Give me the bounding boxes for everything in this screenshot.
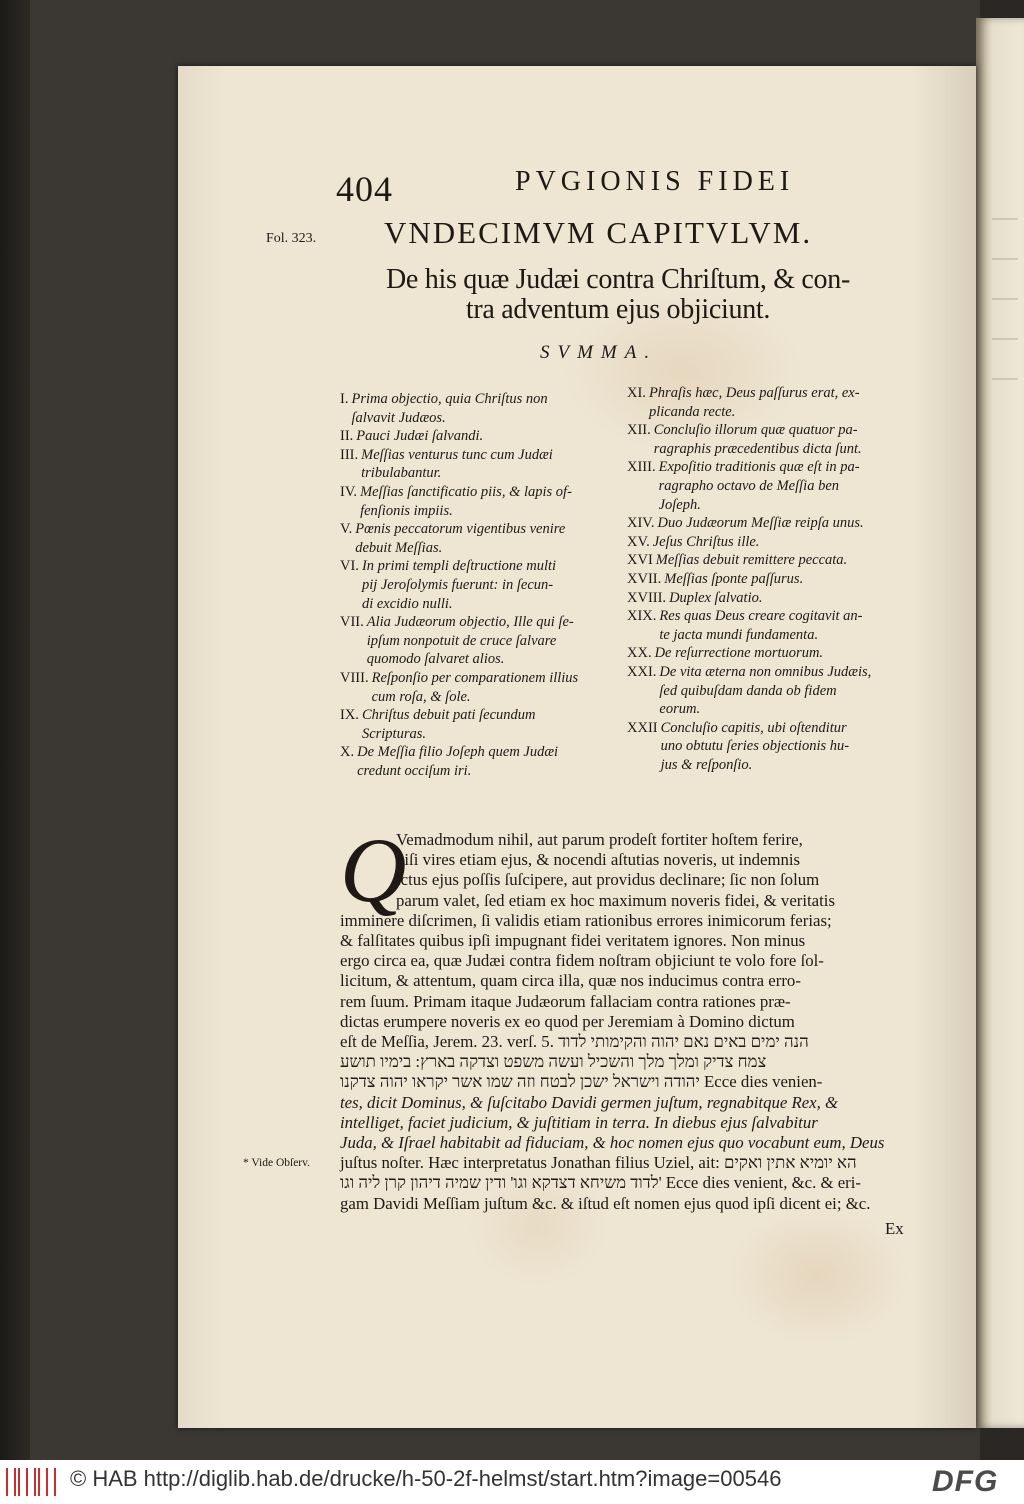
summary-item-number: XVII.: [627, 570, 662, 587]
summary-item: [340, 706, 616, 743]
barcode-bar: [34, 1468, 36, 1496]
summary-item-number: VII.: [340, 614, 364, 631]
summary-item-text: [649, 384, 860, 421]
summary-item-number: V.: [340, 521, 353, 538]
summary-item-line: pij Jeroſolymis fuerunt: in ſecun-: [361, 576, 554, 593]
summary-item-line: ragraphis præcedentibus dicta ſunt.: [653, 440, 862, 457]
summary-item-text: [372, 669, 579, 706]
body-line: Vemadmodum nihil, aut parum prodeſt fortiter hoſtem ferire,: [396, 830, 803, 849]
drop-cap: Q: [340, 819, 407, 921]
summary-item-line: quomodo ſalvaret alios.: [366, 651, 505, 668]
summary-item: [627, 644, 907, 663]
summary-item-text: [669, 589, 762, 608]
summary-item-text: [361, 446, 553, 483]
summary-item-number: XIX.: [627, 608, 657, 625]
summary-item-line: ſalvavit Judæos.: [351, 409, 446, 426]
scan-dark-edge: [0, 0, 30, 1460]
summary-item-number: XV.: [627, 533, 650, 550]
summary-item-line: Reſponſio per comparationem illius: [371, 669, 579, 686]
summary-item-number: XII.: [627, 422, 651, 439]
barcode-bar: [54, 1468, 56, 1496]
body-line: לדוד משיחא דצדקא וגו' ודין שמיה דיהון קרן ליה וגו' Ecce dies venient, &c. & eri-: [340, 1173, 862, 1193]
summary-item-line: Pœnis peccatorum vigentibus venire: [355, 521, 566, 538]
body-line: rem ſuum. Primam itaque Judæorum fallaciam contra rationes præ-: [340, 991, 791, 1011]
summary-item-line: De vita æterna non omnibus Judæis,: [659, 663, 872, 680]
summary-item-number: XVIII.: [627, 589, 667, 606]
summary-item-line: De Meſſia filio Joſeph quem Judæi: [357, 744, 559, 761]
body-line: & falſitates quibus ipſi impugnant fidei veritatem ignores. Non minus: [340, 931, 806, 951]
body-line: parum valet, ſed etiam ex hoc maximum noveris fidei, & veritatis: [396, 890, 835, 910]
summary-item-line: eorum.: [659, 701, 701, 718]
summary-item-line: Concluſio capitis, ubi oſtenditur: [660, 719, 847, 736]
summary-item-line: Pauci Judæi ſalvandi.: [356, 428, 484, 445]
summary-item-line: Meſſias debuit remittere peccata.: [655, 552, 848, 569]
summary-item-number: XXI.: [627, 663, 657, 680]
barcode-bar: [38, 1468, 40, 1496]
subtitle-line: tra adventum ejus objiciunt.: [465, 294, 771, 325]
summary-item-line: tribulabantur.: [361, 465, 442, 482]
summary-item-line: jus & reſponſio.: [660, 756, 753, 773]
summary-list-right: [627, 384, 907, 774]
summary-item-number: X.: [340, 744, 355, 761]
summary-item-text: [659, 607, 862, 644]
body-line: ictus ejus poſſis ſuſcipere, aut providus declinare; ſic non ſolum: [396, 870, 820, 890]
summary-item: [627, 570, 907, 589]
summary-item-text: [351, 390, 547, 427]
summary-item: [340, 520, 616, 557]
footer-bar: [0, 1460, 1024, 1504]
footer-copyright-url[interactable]: © HAB http://diglib.hab.de/drucke/h-50-2f-helmst/start.htm?image=00546: [70, 1466, 782, 1491]
chapter-subtitle: [348, 265, 888, 325]
barcode-bar: [18, 1468, 20, 1496]
summary-item: [627, 514, 907, 533]
barcode-bar: [46, 1468, 48, 1496]
hab-barcode-logo: [6, 1468, 56, 1496]
body-line: intelliget, faciet judicium, & juſtitiam in terra. In diebus ejus ſalvabitur: [340, 1112, 818, 1132]
barcode-bar: [26, 1468, 28, 1496]
dfg-logo: DFG: [932, 1465, 999, 1498]
body-line: יהודה וישראל ישכן לבטח וזה שמו אשר יקראו יהוה צדקנו Ecce dies venien-: [340, 1072, 823, 1092]
summary-item-line: ſed quibuſdam danda ob fidem: [659, 682, 837, 699]
summary-item-line: Chriſtus debuit pati ſecundum: [361, 707, 536, 724]
summary-item-line: uno obtutu ſeries objectionis hu-: [660, 738, 850, 755]
folio-reference: Fol. 323.: [266, 231, 317, 246]
barcode-bar: [6, 1468, 8, 1496]
summary-item-number: XX.: [627, 645, 652, 662]
summary-item: [340, 613, 616, 669]
summary-item-line: Scripturas.: [361, 725, 426, 742]
summary-item-text: [367, 613, 574, 669]
summary-item-number: I.: [340, 391, 349, 407]
summary-item-number: IV.: [340, 483, 358, 500]
body-line: Juda, & Iſrael habitabit ad fiduciam, & hoc nomen ejus quo vocabunt eum, Deus: [340, 1133, 885, 1153]
summary-item: [627, 384, 907, 421]
summary-item: [340, 446, 616, 483]
summary-item: [340, 669, 616, 706]
summary-item-line: Concluſio illorum quæ quatuor pa-: [653, 422, 858, 439]
summary-item-number: III.: [340, 446, 359, 463]
summary-item-text: [655, 644, 823, 663]
summary-item: [340, 743, 616, 780]
catchword: Ex: [885, 1219, 904, 1238]
body-line: niſi vires etiam ejus, & nocendi aſtutias noveris, ut indemnis: [396, 850, 801, 870]
summa-heading: SVMMA.: [540, 342, 658, 363]
summary-item-line: fenſionis impiis.: [360, 502, 453, 519]
summary-item-text: [355, 520, 565, 557]
summary-item-line: Expoſitio traditionis quæ eſt in pa-: [658, 459, 860, 476]
margin-note: * Vide Obſerv.: [243, 1157, 311, 1169]
summary-item-number: XIV.: [627, 515, 655, 532]
summary-item: [340, 483, 616, 520]
barcode-bar: [30, 1468, 32, 1496]
facing-page-edge: [976, 18, 1024, 1428]
summary-item-line: di excidio nulli.: [361, 595, 453, 612]
summary-item-line: Res quas Deus creare cogitavit an-: [659, 608, 863, 625]
summary-item-text: [360, 483, 572, 520]
summary-item: [340, 557, 616, 613]
body-line: juſtus noſter. Hæc interpretatus Jonathan filius Uziel, ait: הא יומיא אתין ואקים: [340, 1153, 857, 1173]
chapter-title: VNDECIMVM CAPITVLVM.: [384, 215, 813, 250]
summary-item-line: debuit Meſſias.: [355, 539, 443, 556]
summary-item-line: In primi templi deſtructione multi: [361, 558, 557, 575]
summary-item-line: Meſſias ſanctificatio piis, & lapis of-: [360, 483, 572, 500]
barcode-bar: [10, 1468, 12, 1496]
summary-item-line: ipſum nonpotuit de cruce ſalvare: [366, 632, 557, 649]
summary-item-line: Meſſias venturus tunc cum Judæi: [361, 446, 553, 463]
subtitle-line: De his quæ Judæi contra Chriſtum, & con-: [386, 264, 850, 295]
body-text: [340, 830, 906, 1214]
summary-item: [340, 427, 616, 446]
summary-item-text: [661, 719, 849, 775]
barcode-bar: [14, 1468, 16, 1496]
summary-item-line: ragrapho octavo de Meſſia ben: [658, 477, 840, 494]
summary-item-text: [653, 533, 760, 552]
summary-item-text: [659, 458, 860, 514]
summary-item-number: II.: [340, 428, 354, 445]
body-line: tes, dicit Dominus, & ſuſcitabo Davidi germen juſtum, regnabitque Rex, &: [340, 1092, 839, 1112]
summary-item-number: IX.: [340, 707, 359, 724]
summary-item-line: cum roſa, & ſole.: [371, 688, 471, 705]
body-line: dictas erumpere noveris ex eo quod per Jeremiam à Domino dictum: [340, 1011, 795, 1031]
summary-item-text: [362, 557, 556, 613]
barcode-bar: [22, 1468, 24, 1496]
summary-item: [627, 607, 907, 644]
summary-item-text: [654, 421, 862, 458]
summary-item-line: Joſeph.: [658, 496, 701, 513]
summary-item-line: Alia Judæorum objectio, Ille qui ſe-: [366, 614, 574, 631]
summary-item: [340, 390, 616, 427]
summary-item-line: Prima objectio, quia Chriſtus non: [351, 391, 548, 407]
body-line: imminere diſcrimen, ſi validis etiam rationibus errores inimicorum ferias;: [340, 910, 832, 930]
summary-item: [627, 458, 907, 514]
summary-item: [627, 719, 907, 775]
body-line: licitum, & attentum, quam circa illa, quæ nos inducimus contra erro-: [340, 971, 801, 991]
summary-item: [627, 551, 907, 570]
summary-item-number: XXII: [627, 719, 658, 736]
summary-item-text: [658, 514, 864, 533]
body-line: gam Davidi Meſſiam juſtum &c. & iſtud eſt nomen ejus quod ipſi dicent ei; &c.: [340, 1193, 871, 1213]
summary-item-text: [357, 743, 558, 780]
summary-item: [627, 533, 907, 552]
summary-item-line: credunt occiſum iri.: [357, 762, 472, 779]
summary-item-line: Duplex ſalvatio.: [669, 589, 763, 606]
summary-item-text: [356, 427, 483, 446]
summary-item: [627, 421, 907, 458]
summary-item-line: Duo Judæorum Meſſiæ reipſa unus.: [657, 515, 864, 532]
body-line: eſt de Meſſia, Jerem. 23. verſ. 5. הנה ימים באים נאם יהוה והקימותי לדוד: [340, 1032, 809, 1052]
summary-item: [627, 663, 907, 719]
summary-item: [627, 589, 907, 608]
barcode-bar: [50, 1468, 52, 1496]
summary-item-text: [664, 570, 803, 589]
summary-item-number: XIII.: [627, 459, 656, 476]
summary-item-line: Meſſias ſponte paſſurus.: [664, 570, 804, 587]
summary-item-line: plicanda recte.: [648, 403, 736, 420]
summary-item-number: VIII.: [340, 669, 369, 686]
summary-item-line: Phraſis hæc, Deus paſſurus erat, ex-: [648, 385, 860, 401]
barcode-bar: [42, 1468, 44, 1496]
summary-item-number: XVI: [627, 552, 653, 569]
summary-list-left: [340, 390, 616, 780]
summary-item-line: De reſurrectione mortuorum.: [654, 645, 824, 662]
body-line: צמח צדיק ומלך מלך והשכיל ועשה משפט וצדקה בארץ: בימיו תושע: [340, 1052, 767, 1072]
summary-item-text: [659, 663, 871, 719]
body-line: ergo circa ea, quæ Judæi contra fidem noſtram objiciunt te volo fore ſol-: [340, 951, 824, 971]
summary-item-number: VI.: [340, 558, 359, 575]
summary-item-line: Jeſus Chriſtus ille.: [652, 533, 760, 550]
summary-item-line: te jacta mundi fundamenta.: [659, 626, 819, 643]
summary-item-number: XI.: [627, 385, 646, 401]
summary-item-text: [656, 551, 847, 570]
running-title: PVGIONIS FIDEI: [515, 166, 795, 197]
page-number: 404: [336, 169, 393, 209]
summary-item-text: [362, 706, 536, 743]
